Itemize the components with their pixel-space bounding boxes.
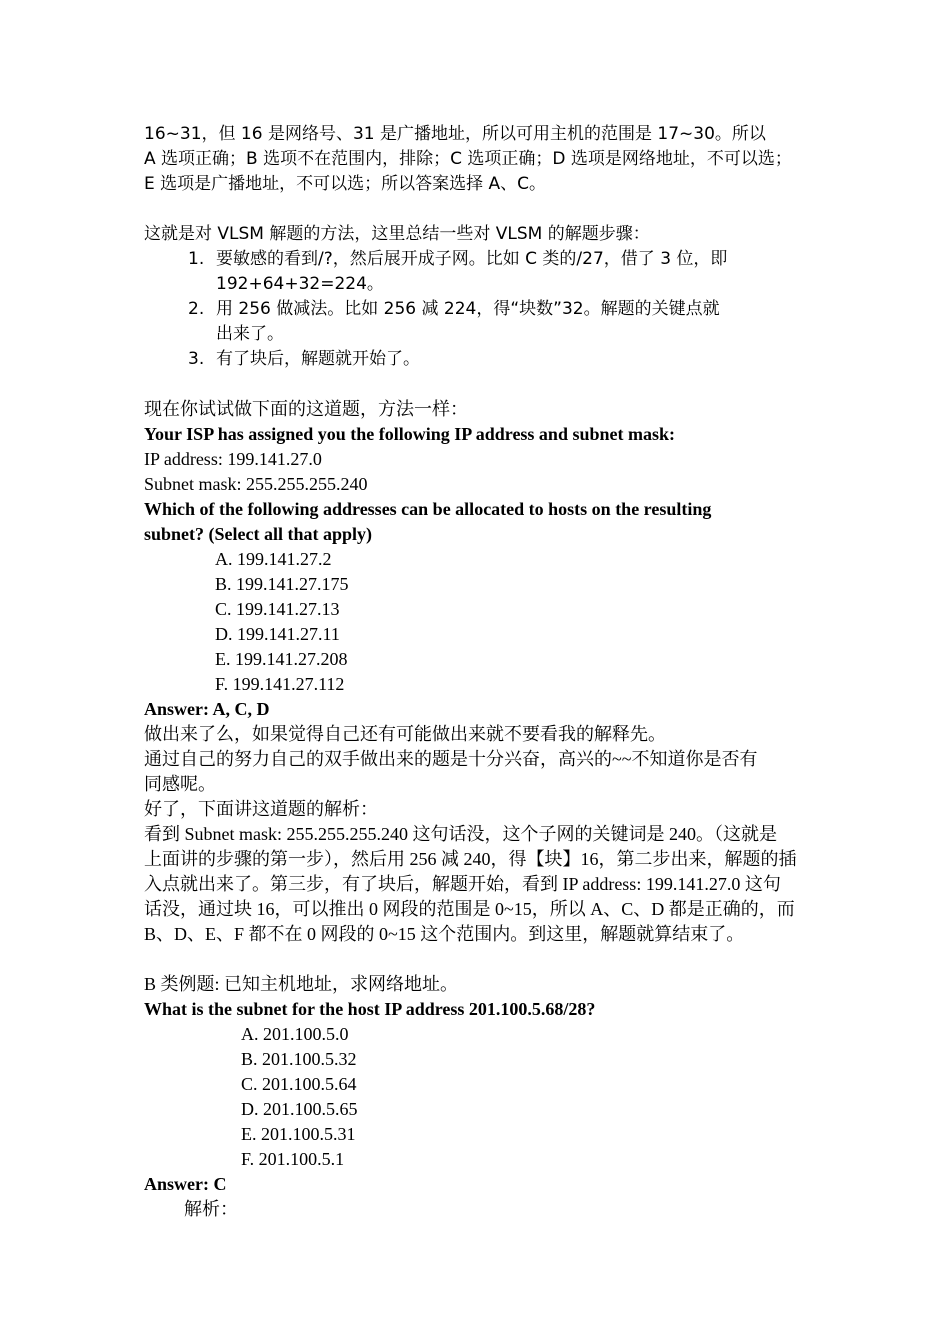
spacer	[144, 947, 824, 972]
document-page	[144, 122, 824, 1222]
q2-option-a: A. 201.100.5.0	[241, 1024, 349, 1044]
q2-option-c: C. 201.100.5.64	[241, 1074, 357, 1094]
step-2-text: 用 256 做减法。比如 256 减 224，得“块数”32。解题的关键点就	[216, 299, 720, 319]
explanation-line-8: 话没，通过块 16，可以推出 0 网段的范围是 0~15，所以 A、C、D 都是正确的，而	[144, 899, 795, 919]
step-3-number: 3.	[188, 349, 205, 369]
q1-answer: Answer: A, C, D	[144, 699, 270, 719]
step-1-continuation: 192+64+32=224。	[216, 274, 384, 294]
step-1-text: 要敏感的看到/?，然后展开成子网。比如 C 类的/27，借了 3 位，即	[216, 249, 728, 269]
q1-option-a: A. 199.141.27.2	[215, 549, 332, 569]
q2-option-d: D. 201.100.5.65	[241, 1099, 358, 1119]
q2-option-f: F. 201.100.5.1	[241, 1149, 345, 1169]
q2-question: What is the subnet for the host IP address 201.100.5.68/28?	[144, 999, 596, 1019]
q2-analysis-label: 解析：	[184, 1199, 238, 1219]
step-2	[144, 297, 824, 322]
step-2-continuation: 出来了。	[216, 324, 284, 344]
intro-line-1: 16~31，但 16 是网络号、31 是广播地址，所以可用主机的范围是 17~30。所以	[144, 124, 766, 144]
try-line: 现在你试试做下面的这道题，方法一样：	[144, 399, 468, 419]
explanation-line-2: 通过自己的努力自己的双手做出来的题是十分兴奋，高兴的~~不知道你是否有	[144, 749, 758, 769]
explanation-line-1: 做出来了么，如果觉得自己还有可能做出来就不要看我的解释先。	[144, 724, 666, 744]
explanation-line-6: 上面讲的步骤的第一步），然后用 256 减 240，得【块】16，第二步出来，解题的插	[144, 849, 797, 869]
explanation-line-3: 同感呢。	[144, 774, 216, 794]
q1-option-c: C. 199.141.27.13	[215, 599, 340, 619]
q1-question-line-1: Which of the following addresses can be allocated to hosts on the resulting	[144, 499, 712, 519]
spacer	[144, 197, 824, 222]
q1-ip-address: IP address: 199.141.27.0	[144, 449, 322, 469]
step-1	[144, 247, 824, 272]
explanation-line-9: B、D、E、F 都不在 0 网段的 0~15 这个范围内。到这里，解题就算结束了。	[144, 924, 745, 944]
vlsm-intro: 这就是对 VLSM 解题的方法，这里总结一些对 VLSM 的解题步骤：	[144, 224, 650, 244]
q2-option-b: B. 201.100.5.32	[241, 1049, 357, 1069]
q1-heading: Your ISP has assigned you the following IP address and subnet mask:	[144, 424, 675, 444]
class-b-example-heading: B 类例题: 已知主机地址，求网络地址。	[144, 974, 459, 994]
intro-line-2: A 选项正确；B 选项不在范围内，排除；C 选项正确；D 选项是网络地址，不可以选；	[144, 149, 792, 169]
explanation-line-4: 好了，下面讲这道题的解析：	[144, 799, 378, 819]
step-2-number: 2.	[188, 299, 205, 319]
q2-option-e: E. 201.100.5.31	[241, 1124, 356, 1144]
explanation-line-7: 入点就出来了。第三步，有了块后，解题开始，看到 IP address: 199.141.27.0 这句	[144, 874, 781, 894]
step-3	[144, 347, 824, 372]
spacer	[144, 372, 824, 397]
q1-option-e: E. 199.141.27.208	[215, 649, 348, 669]
intro-line-3: E 选项是广播地址，不可以选；所以答案选择 A、C。	[144, 174, 547, 194]
q1-option-d: D. 199.141.27.11	[215, 624, 340, 644]
q1-option-b: B. 199.141.27.175	[215, 574, 349, 594]
q1-question-line-2: subnet? (Select all that apply)	[144, 524, 373, 544]
step-3-text: 有了块后，解题就开始了。	[216, 349, 420, 369]
q1-option-f: F. 199.141.27.112	[215, 674, 345, 694]
explanation-line-5: 看到 Subnet mask: 255.255.255.240 这句话没，这个子网的关键词是 240。（这就是	[144, 824, 777, 844]
q2-answer: Answer: C	[144, 1174, 227, 1194]
q1-subnet-mask: Subnet mask: 255.255.255.240	[144, 474, 368, 494]
step-1-number: 1.	[188, 249, 205, 269]
